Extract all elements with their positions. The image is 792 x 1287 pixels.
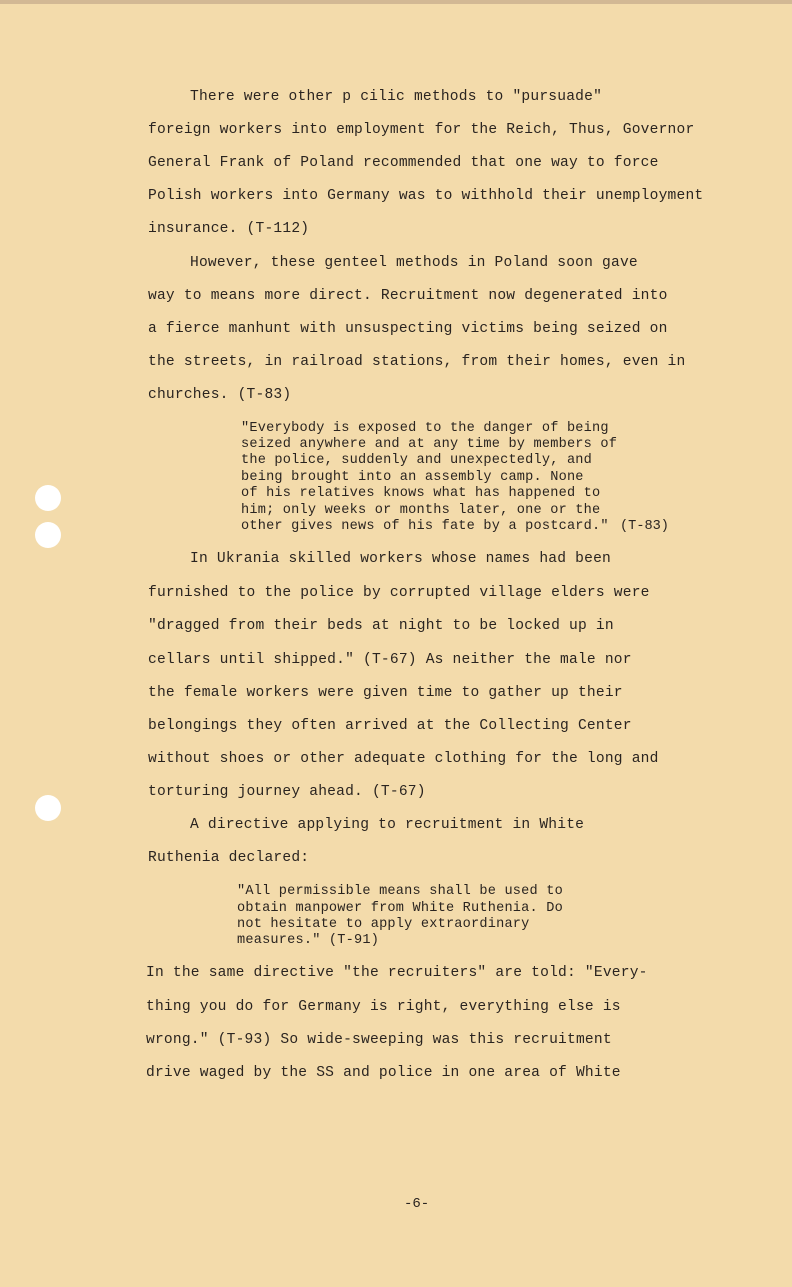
paragraph-2-line: churches. (T-83) (148, 387, 292, 403)
paragraph-1-line: insurance. (T-112) (148, 221, 310, 237)
paragraph-3-line: In Ukrania skilled workers whose names had been (190, 551, 612, 567)
paragraph-5-line: drive waged by the SS and police in one area of White (146, 1065, 621, 1081)
block-quote-line: other gives news of his fate by a postcard." (241, 519, 609, 534)
block-quote-line: the police, suddenly and unexpectedly, and (241, 453, 593, 468)
paragraph-3-line: cellars until shipped." (T-67) As neither the male nor (148, 652, 632, 668)
block-quote-line: him; only weeks or months later, one or the (241, 503, 601, 518)
paragraph-5-line: wrong." (T-93) So wide-sweeping was this recruitment (146, 1032, 612, 1048)
paragraph-3-line: furnished to the police by corrupted village elders were (148, 585, 650, 601)
paragraph-3-line: belongings they often arrived at the Collecting Center (148, 718, 632, 734)
block-quote-line: of his relatives knows what has happened to (241, 486, 601, 501)
block-quote-line: "Everybody is exposed to the danger of being (241, 421, 609, 436)
paragraph-5-line: In the same directive "the recruiters" are told: "Every- (146, 965, 648, 981)
paragraph-3-line: "dragged from their beds at night to be locked up in (148, 618, 614, 634)
paragraph-1-line: General Frank of Poland recommended that one way to force (148, 155, 659, 171)
paragraph-1-line: foreign workers into employment for the Reich, Thus, Governor (148, 122, 695, 138)
block-quote-line: not hesitate to apply extraordinary (237, 917, 530, 932)
paragraph-4-line: Ruthenia declared: (148, 850, 310, 866)
punch-hole-top (35, 485, 61, 511)
punch-hole-middle (35, 522, 61, 548)
punch-hole-bottom (35, 795, 61, 821)
page-number: -6- (404, 1196, 430, 1212)
paragraph-4-line: A directive applying to recruitment in White (190, 817, 585, 833)
block-quote-citation: (T-83) (620, 519, 669, 534)
block-quote-line: measures." (T-91) (237, 933, 380, 948)
block-quote-line: seized anywhere and at any time by members of (241, 437, 618, 452)
block-quote-line: being brought into an assembly camp. None (241, 470, 584, 485)
paragraph-3-line: torturing journey ahead. (T-67) (148, 784, 426, 800)
paragraph-2-line: way to means more direct. Recruitment now degenerated into (148, 288, 668, 304)
paragraph-1-line: There were other p cilic methods to "pursuade" (190, 89, 603, 105)
paragraph-3-line: the female workers were given time to gather up their (148, 685, 623, 701)
paragraph-5-line: thing you do for Germany is right, everything else is (146, 999, 621, 1015)
block-quote-line: "All permissible means shall be used to (237, 884, 563, 899)
block-quote-line: obtain manpower from White Ruthenia. Do (237, 901, 563, 916)
paragraph-2-line: the streets, in railroad stations, from their homes, even in (148, 354, 686, 370)
paragraph-3-line: without shoes or other adequate clothing for the long and (148, 751, 659, 767)
paragraph-2-line: a fierce manhunt with unsuspecting victims being seized on (148, 321, 668, 337)
paragraph-1-line: Polish workers into Germany was to withhold their unemployment (148, 188, 704, 204)
paragraph-2-line: However, these genteel methods in Poland soon gave (190, 255, 638, 271)
